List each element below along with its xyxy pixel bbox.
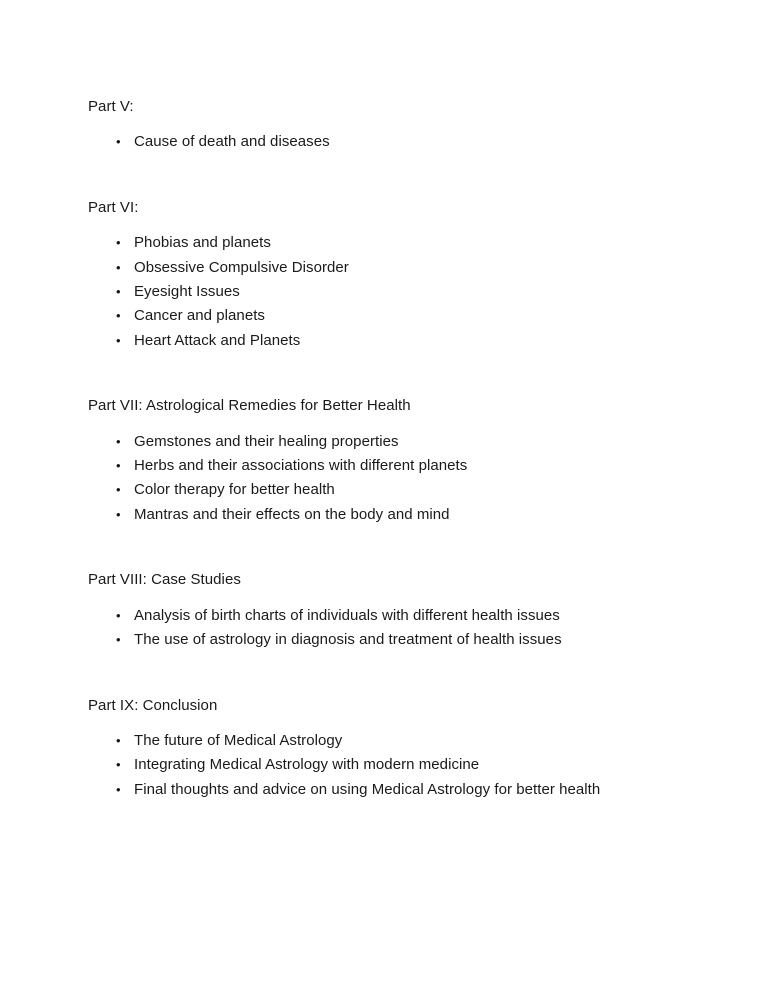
bullet-point-icon: • [116, 433, 121, 449]
list-item-label: Herbs and their associations with different planets [134, 457, 468, 475]
list-item [88, 604, 708, 628]
list-item [88, 329, 708, 353]
list-item [88, 454, 708, 478]
bullet-point-icon: • [116, 632, 121, 648]
bullet-point-icon: • [116, 506, 121, 522]
list-item [88, 753, 708, 777]
document-body [88, 95, 708, 802]
list-item-label: Final thoughts and advice on using Medical Astrology for better health [134, 780, 601, 798]
section-heading: Part IX: Conclusion [88, 696, 218, 714]
list-item [88, 430, 708, 454]
bullet-point-icon: • [116, 235, 121, 251]
bullet-point-icon: • [116, 482, 121, 498]
list-item-label: Integrating Medical Astrology with modern medicine [134, 756, 480, 774]
list-item [88, 729, 708, 753]
bullet-point-icon: • [116, 332, 121, 348]
bullet-point-icon: • [116, 607, 121, 623]
bullet-list [88, 430, 708, 528]
bullet-point-icon: • [116, 732, 121, 748]
list-item [88, 478, 708, 502]
bullet-point-icon: • [116, 781, 121, 797]
outline-section [88, 568, 708, 652]
bullet-point-icon: • [116, 458, 121, 474]
list-item-label: Cancer and planets [134, 307, 265, 325]
bullet-list [88, 729, 708, 802]
list-item [88, 130, 708, 154]
list-item [88, 778, 708, 802]
bullet-list [88, 604, 708, 653]
list-item [88, 280, 708, 304]
list-item-label: The use of astrology in diagnosis and treatment of health issues [134, 631, 562, 649]
list-item [88, 231, 708, 255]
bullet-point-icon: • [116, 259, 121, 275]
bullet-point-icon: • [116, 284, 121, 300]
outline-section [88, 694, 708, 803]
section-heading: Part VI: [88, 198, 139, 216]
list-item [88, 256, 708, 280]
list-item-label: Mantras and their effects on the body and mind [134, 505, 450, 523]
list-item-label: Eyesight Issues [134, 283, 240, 301]
list-item-label: Color therapy for better health [134, 481, 335, 499]
list-item-label: Heart Attack and Planets [134, 331, 301, 349]
list-item-label: Obsessive Compulsive Disorder [134, 258, 349, 276]
outline-section [88, 394, 708, 527]
bullet-point-icon: • [116, 757, 121, 773]
bullet-list [88, 130, 708, 154]
list-item-label: Gemstones and their healing properties [134, 432, 399, 450]
section-heading: Part VIII: Case Studies [88, 571, 241, 589]
list-item [88, 304, 708, 328]
section-heading: Part V: [88, 98, 134, 115]
bullet-point-icon: • [116, 134, 121, 150]
list-item [88, 503, 708, 527]
list-item-label: Cause of death and diseases [134, 133, 330, 151]
list-item-label: Analysis of birth charts of individuals with different health issues [134, 606, 560, 624]
outline-section [88, 196, 708, 353]
section-heading: Part VII: Astrological Remedies for Better Health [88, 397, 411, 415]
list-item [88, 628, 708, 652]
bullet-point-icon: • [116, 308, 121, 324]
list-item-label: Phobias and planets [134, 234, 271, 252]
list-item-label: The future of Medical Astrology [134, 731, 343, 749]
outline-section [88, 95, 708, 155]
bullet-list [88, 231, 708, 353]
